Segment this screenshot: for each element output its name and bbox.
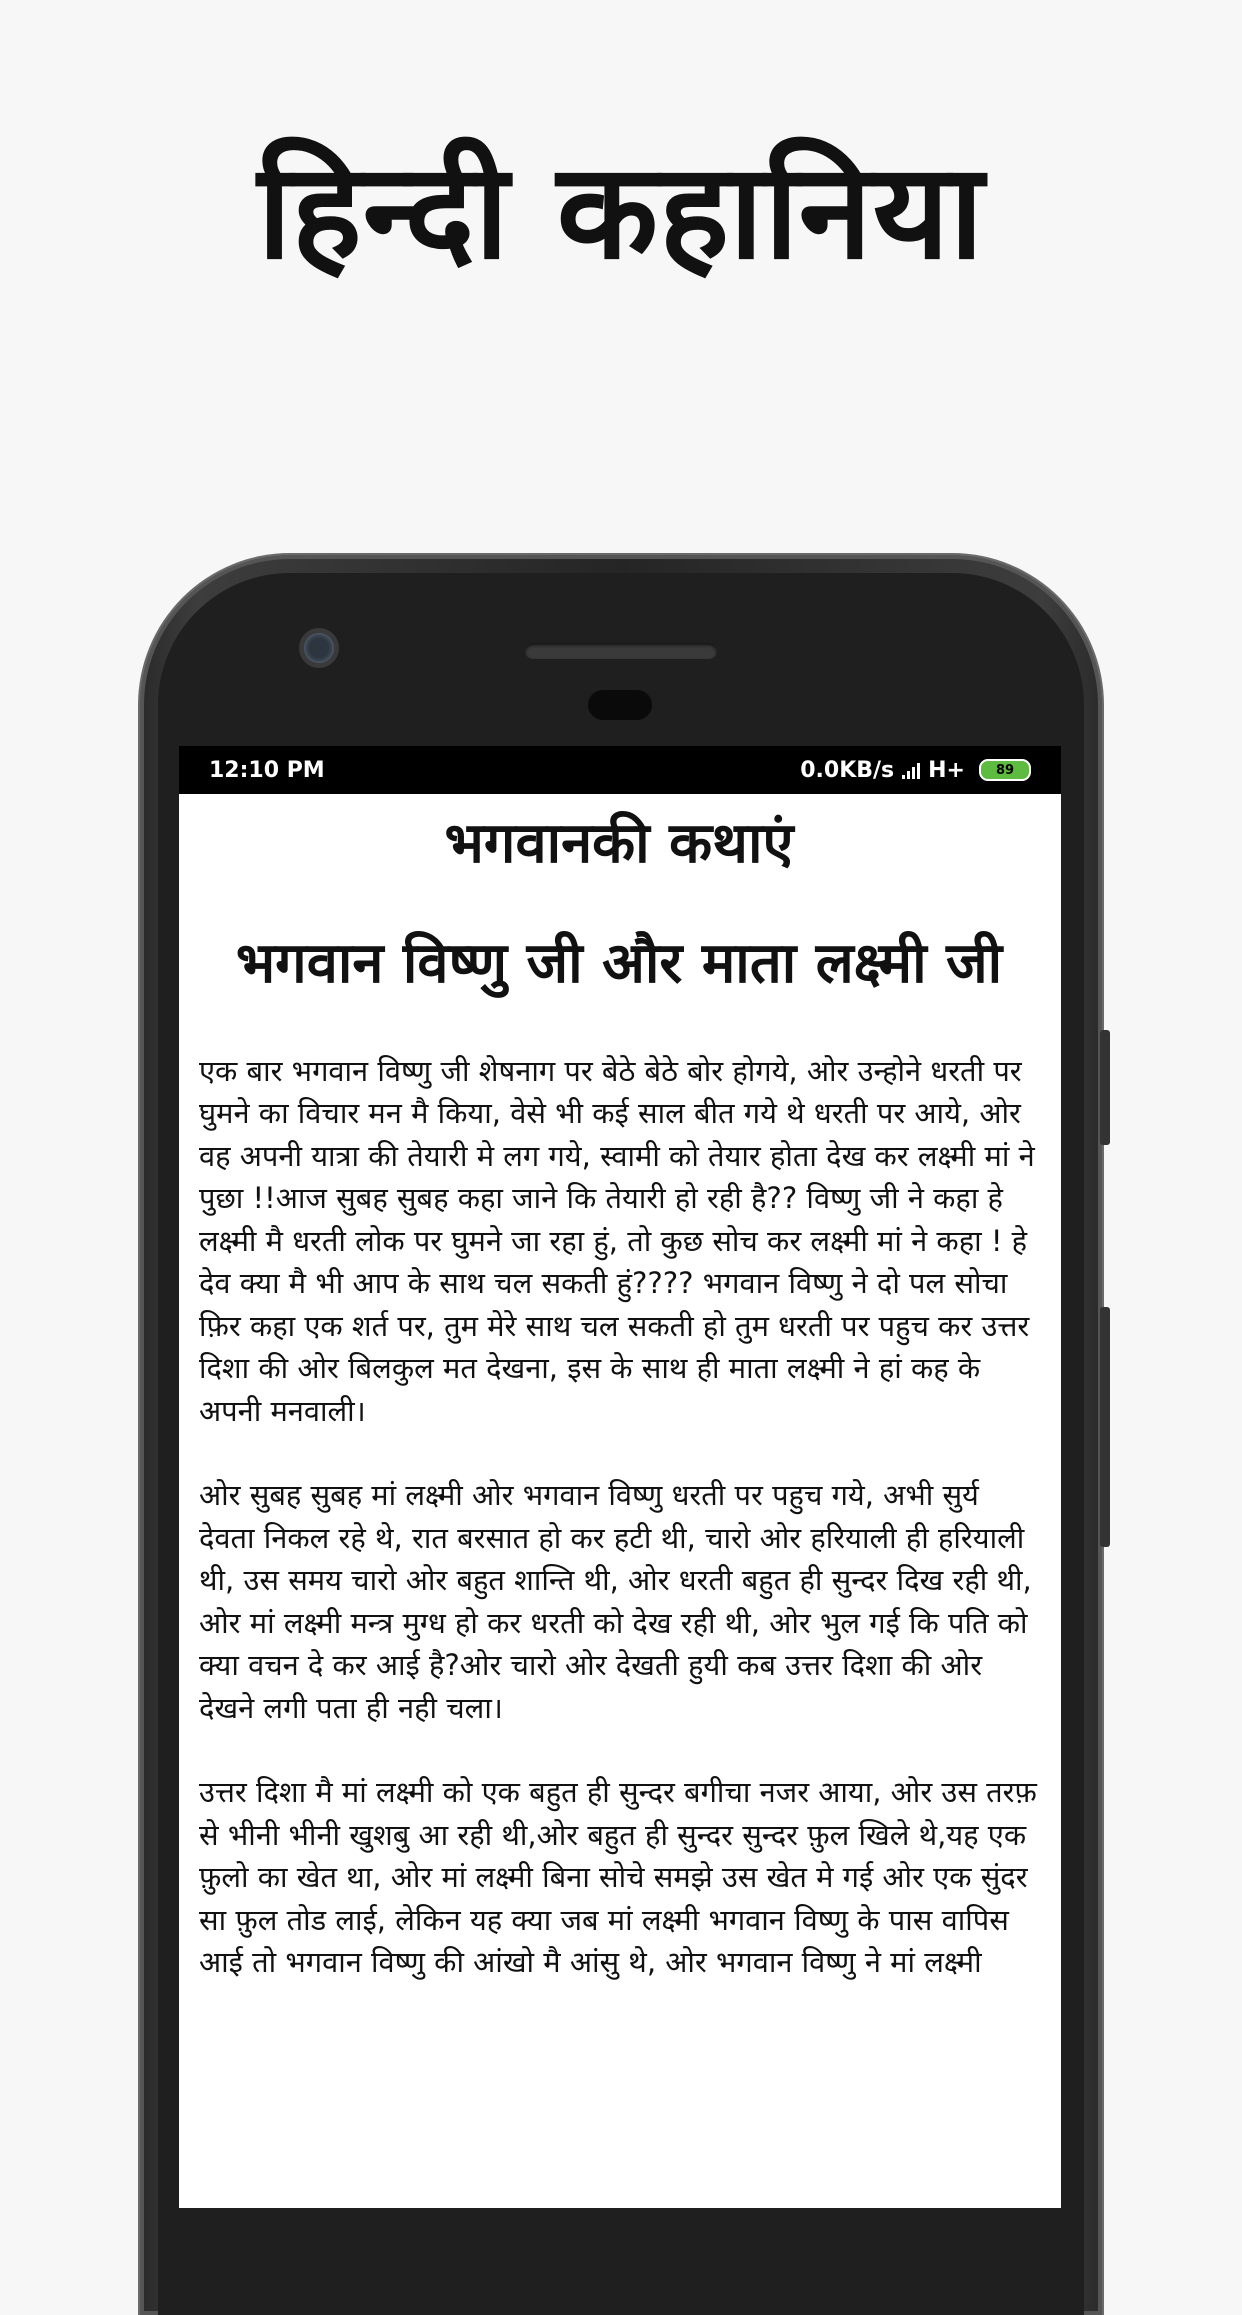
status-bar: [179, 746, 1061, 794]
story-paragraph: उत्तर दिशा मै मां लक्ष्मी को एक बहुत ही सुन्दर बगीचा नजर आया, ओर उस तरफ़ से भीनी भीनी खुशबु आ रही थी,ओर बहुत ही सुन्दर सुन्दर फ़ुल खिले थे,यह एक फ़ुलो का खेत था, ओर मां लक्ष्मी बिना सोचे समझे उस खेत मे गई ओर एक सुंदर सा फ़ुल तोड लाई, लेकिन यह क्या जब मां लक्ष्मी भगवान विष्णु के पास वापिस आई तो भगवान विष्णु की आंखो मै आंसु थे, ओर भगवान विष्णु ने मां लक्ष्मी: [199, 1775, 1037, 1980]
story-title: भगवान विष्णु जी और माता लक्ष्मी जी: [235, 930, 1003, 996]
front-camera-icon: [304, 633, 334, 663]
category-title: भगवानकी कथाएं: [444, 811, 794, 876]
phone-screen: [179, 746, 1061, 2208]
power-button: [1100, 1030, 1110, 1145]
proximity-sensor: [588, 690, 652, 720]
earpiece-speaker: [525, 643, 717, 659]
battery-icon: [979, 759, 1031, 781]
status-time: 12:10 PM: [209, 757, 325, 783]
signal-icon: [902, 761, 920, 779]
status-indicators: [800, 758, 1031, 783]
volume-button: [1100, 1307, 1110, 1547]
story-paragraph: एक बार भगवान विष्णु जी शेषनाग पर बेठे बेठे बोर होगये, ओर उन्होने धरती पर घुमने का विचार मन मै किया, वेसे भी कई साल बीत गये थे धरती पर आये, ओर वह अपनी यात्रा की तेयारी मे लग गये, स्वामी को तेयार होता देख कर लक्ष्मी मां ने पुछा !!आज सुबह सुबह कहा जाने कि तेयारी हो रही है?? विष्णु जी ने कहा हे लक्ष्मी मै धरती लोक पर घुमने जा रहा हुं, तो कुछ सोच कर लक्ष्मी मां ने कहा ! हे देव क्या मै भी आप के साथ चल सकती हुं???? भगवान विष्णु ने दो पल सोचा फ़िर कहा एक शर्त पर, तुम मेरे साथ चल सकती हो तुम धरती पर पहुच कर उत्तर दिशा की ओर बिलकुल मत देखना, इस के साथ ही माता लक्ष्मी ने हां कह के अपनी मनवाली।: [199, 1053, 1035, 1428]
battery-level: 89: [995, 762, 1015, 778]
story-content[interactable]: [179, 808, 1061, 1984]
network-type: H+: [928, 757, 965, 783]
story-paragraph: ओर सुबह सुबह मां लक्ष्मी ओर भगवान विष्णु धरती पर पहुच गये, अभी सुर्य देवता निकल रहे थे, रात बरसात हो कर हटी थी, चारो ओर हरियाली ही हरियाली थी, उस समय चारो ओर बहुत शान्ति थी, ओर धरती बहुत ही सुन्दर दिख रही थी, ओर मां लक्ष्मी मन्त्र मुग्ध हो कर धरती को देख रही थी, ओर भुल गई कि पति को क्या वचन दे कर आई है?ओर चारो ओर देखती हुयी कब उत्तर दिशा की ओर देखने लगी पता ही नही चला।: [199, 1478, 1032, 1725]
promo-title: हिन्दी कहानिया: [257, 135, 985, 289]
network-speed: 0.0KB/s: [800, 757, 895, 783]
